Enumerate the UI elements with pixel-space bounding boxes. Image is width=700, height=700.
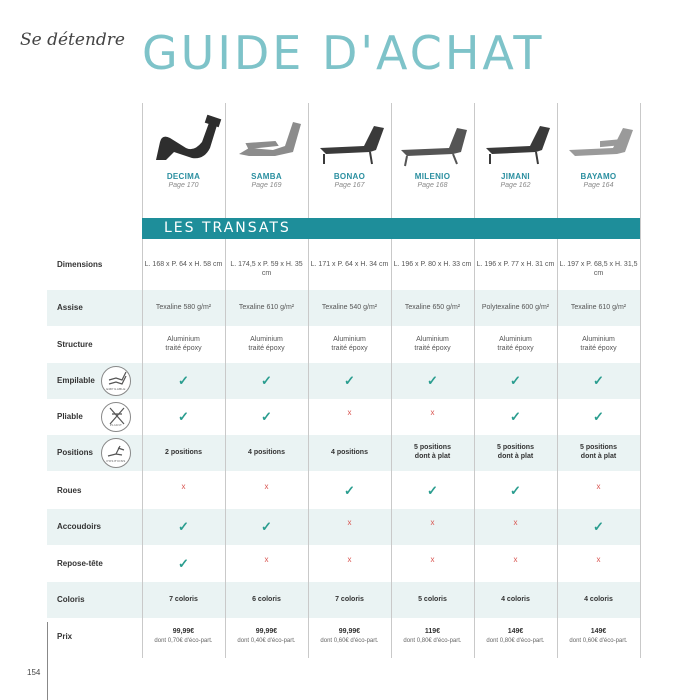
- table-cell: [474, 482, 557, 500]
- table-cell: [142, 448, 225, 457]
- check-icon: ✓: [593, 519, 604, 534]
- table-cell: [225, 482, 308, 493]
- row-label: Roues: [57, 486, 82, 495]
- cell-line: 4 positions: [331, 449, 368, 456]
- check-icon: ✓: [261, 409, 272, 424]
- table-cell: 5 coloris: [418, 596, 447, 603]
- left-rule: [47, 622, 48, 700]
- positions-badge: [101, 438, 131, 468]
- table-cell: L. 196 x P. 80 x H. 33 cm: [393, 261, 472, 268]
- cross-icon: x: [264, 482, 269, 491]
- table-cell: [557, 482, 640, 493]
- table-cell: 7 coloris: [169, 596, 198, 603]
- table-cell: [557, 443, 640, 462]
- cross-icon: x: [596, 482, 601, 491]
- cell-line: dont à plat: [497, 453, 534, 461]
- check-icon: ✓: [178, 373, 189, 388]
- row-label: Empilable: [57, 376, 95, 385]
- cell-line: traité époxy: [497, 345, 534, 353]
- product-name: BONAO: [333, 172, 366, 181]
- check-icon: ✓: [344, 373, 355, 388]
- product-column-header[interactable]: [308, 112, 391, 189]
- row-label: Assise: [57, 303, 83, 312]
- check-icon: ✓: [510, 373, 521, 388]
- eco-part-note: dont 0,40€ d'éco-part.: [237, 638, 296, 645]
- cell-line: dont à plat: [580, 453, 617, 461]
- cross-icon: x: [513, 518, 518, 527]
- table-cell: [474, 335, 557, 354]
- product-name: BAYAMO: [580, 172, 617, 181]
- lounger-image: [561, 112, 637, 170]
- table-cell: [557, 335, 640, 354]
- badge-label: PLIANT: [109, 423, 123, 427]
- table-cell: [308, 372, 391, 390]
- table-cell: L. 197 x P. 68,5 x H. 31,5 cm: [559, 261, 638, 278]
- cell-line: 2 positions: [165, 449, 202, 456]
- table-cell: [142, 335, 225, 354]
- row-label: Accoudoirs: [57, 522, 102, 531]
- pliant-badge: [101, 402, 131, 432]
- table-cell: [557, 372, 640, 390]
- table-cell: [225, 335, 308, 354]
- table-cell: Texaline 580 g/m²: [155, 304, 212, 311]
- row-label: Prix: [57, 632, 73, 641]
- product-page-ref: Page 168: [417, 182, 448, 189]
- table-cell: [308, 555, 391, 566]
- cell-line: traité époxy: [580, 345, 617, 353]
- check-icon: ✓: [593, 373, 604, 388]
- table-cell: [391, 482, 474, 500]
- check-icon: ✓: [261, 519, 272, 534]
- lounger-image: [395, 112, 471, 170]
- table-cell: [557, 555, 640, 566]
- eco-part-note: dont 0,70€ d'éco-part.: [154, 638, 213, 645]
- section-banner: [142, 218, 640, 239]
- table-cell: [391, 335, 474, 354]
- check-icon: ✓: [510, 483, 521, 498]
- table-cell: [308, 627, 391, 646]
- product-page-ref: Page 170: [168, 182, 199, 189]
- price-value: 99,99€: [338, 628, 361, 635]
- column-divider: [640, 103, 641, 658]
- product-column-header[interactable]: [142, 112, 225, 189]
- price-value: 99,99€: [255, 628, 278, 635]
- check-icon: ✓: [178, 409, 189, 424]
- eco-part-note: dont 0,80€ d'éco-part.: [486, 638, 545, 645]
- cell-line: Aluminium: [499, 336, 532, 343]
- table-cell: [474, 518, 557, 529]
- table-cell: [308, 482, 391, 500]
- table-cell: [142, 408, 225, 426]
- price-value: 99,99€: [172, 628, 195, 635]
- product-column-header[interactable]: [557, 112, 640, 189]
- cross-icon: x: [264, 555, 269, 564]
- table-cell: Texaline 610 g/m²: [238, 304, 295, 311]
- table-cell: [474, 555, 557, 566]
- product-page-ref: Page 169: [251, 182, 282, 189]
- product-name: MILENIO: [414, 172, 451, 181]
- table-cell: [391, 555, 474, 566]
- row-label: Structure: [57, 340, 93, 349]
- cell-line: Aluminium: [582, 336, 615, 343]
- table-cell: [474, 408, 557, 426]
- lounger-image: [146, 112, 222, 170]
- table-cell: [142, 482, 225, 493]
- table-cell: [142, 627, 225, 646]
- cross-icon: x: [347, 518, 352, 527]
- product-name: SAMBA: [251, 172, 282, 181]
- table-cell: [308, 448, 391, 457]
- cell-line: traité époxy: [165, 345, 202, 353]
- table-cell: [225, 627, 308, 646]
- table-cell: [391, 408, 474, 419]
- cross-icon: x: [596, 555, 601, 564]
- cell-line: traité époxy: [248, 345, 285, 353]
- table-cell: 4 coloris: [501, 596, 530, 603]
- page-title: GUIDE D'ACHAT: [142, 26, 545, 80]
- table-cell: [308, 335, 391, 354]
- row-label: Pliable: [57, 412, 83, 421]
- table-cell: [225, 372, 308, 390]
- table-cell: [142, 555, 225, 573]
- cell-line: 5 positions: [414, 444, 451, 451]
- table-cell: [391, 443, 474, 462]
- product-name: JIMANI: [501, 172, 530, 181]
- product-page-ref: Page 162: [500, 182, 531, 189]
- cross-icon: x: [181, 482, 186, 491]
- product-page-ref: Page 167: [334, 182, 365, 189]
- product-name: DECIMA: [166, 172, 201, 181]
- table-cell: [225, 408, 308, 426]
- table-cell: [142, 518, 225, 536]
- cross-icon: x: [430, 518, 435, 527]
- check-icon: ✓: [427, 373, 438, 388]
- table-cell: L. 171 x P. 64 x H. 34 cm: [310, 261, 389, 268]
- row-label: Coloris: [57, 595, 85, 604]
- empilable-badge: [101, 366, 131, 396]
- lounger-image: [312, 112, 388, 170]
- table-cell: 7 coloris: [335, 596, 364, 603]
- badge-label: EMPILABLE: [106, 387, 126, 391]
- cell-line: dont à plat: [414, 453, 451, 461]
- cell-line: Aluminium: [416, 336, 449, 343]
- row-label: Repose-tête: [57, 559, 103, 568]
- row-label: Positions: [57, 448, 94, 457]
- page-number: 154: [27, 668, 41, 677]
- cell-line: 4 positions: [248, 449, 285, 456]
- cross-icon: x: [430, 555, 435, 564]
- check-icon: ✓: [178, 556, 189, 571]
- table-cell: [557, 518, 640, 536]
- lounger-image: [229, 112, 305, 170]
- check-icon: ✓: [344, 483, 355, 498]
- price-value: 149€: [590, 628, 607, 635]
- check-icon: ✓: [261, 373, 272, 388]
- table-cell: 4 coloris: [584, 596, 613, 603]
- lounger-image: [478, 112, 554, 170]
- cross-icon: x: [347, 408, 352, 417]
- cell-line: 5 positions: [580, 444, 617, 451]
- table-cell: [308, 408, 391, 419]
- table-cell: L. 196 x P. 77 x H. 31 cm: [476, 261, 555, 268]
- table-cell: L. 168 x P. 64 x H. 58 cm: [144, 261, 223, 268]
- banner-label: LES TRANSATS: [164, 220, 291, 236]
- check-icon: ✓: [427, 483, 438, 498]
- cross-icon: x: [430, 408, 435, 417]
- table-cell: Texaline 540 g/m²: [321, 304, 378, 311]
- check-icon: ✓: [510, 409, 521, 424]
- eco-part-note: dont 0,60€ d'éco-part.: [320, 638, 379, 645]
- table-cell: [225, 448, 308, 457]
- cell-line: traité époxy: [414, 345, 451, 353]
- product-column-header[interactable]: [225, 112, 308, 189]
- table-cell: [391, 372, 474, 390]
- eco-part-note: dont 0,60€ d'éco-part.: [569, 638, 628, 645]
- table-cell: [474, 372, 557, 390]
- table-cell: [557, 408, 640, 426]
- table-cell: Texaline 610 g/m²: [570, 304, 627, 311]
- cell-line: 5 positions: [497, 444, 534, 451]
- product-page-ref: Page 164: [583, 182, 614, 189]
- script-title: Se détendre: [20, 30, 125, 50]
- cell-line: Aluminium: [250, 336, 283, 343]
- table-cell: [225, 555, 308, 566]
- check-icon: ✓: [593, 409, 604, 424]
- table-cell: [474, 627, 557, 646]
- cross-icon: x: [347, 555, 352, 564]
- table-cell: L. 174,5 x P. 59 x H. 35 cm: [230, 261, 303, 278]
- badge-label: POSITIONS: [106, 459, 126, 463]
- table-cell: Polytexaline 600 g/m²: [481, 304, 550, 311]
- product-column-header[interactable]: [391, 112, 474, 189]
- table-cell: [391, 627, 474, 646]
- table-cell: [474, 443, 557, 462]
- cell-line: traité époxy: [331, 345, 368, 353]
- table-cell: 6 coloris: [252, 596, 281, 603]
- table-cell: [391, 518, 474, 529]
- table-cell: [225, 518, 308, 536]
- price-value: 149€: [507, 628, 524, 635]
- table-cell: [142, 372, 225, 390]
- cell-line: Aluminium: [167, 336, 200, 343]
- cell-line: Aluminium: [333, 336, 366, 343]
- cross-icon: x: [513, 555, 518, 564]
- row-label: Dimensions: [57, 260, 103, 269]
- table-cell: [557, 627, 640, 646]
- price-value: 119€: [424, 628, 441, 635]
- product-column-header[interactable]: [474, 112, 557, 189]
- eco-part-note: dont 0,80€ d'éco-part.: [403, 638, 462, 645]
- table-cell: [308, 518, 391, 529]
- table-cell: Texaline 650 g/m²: [404, 304, 461, 311]
- check-icon: ✓: [178, 519, 189, 534]
